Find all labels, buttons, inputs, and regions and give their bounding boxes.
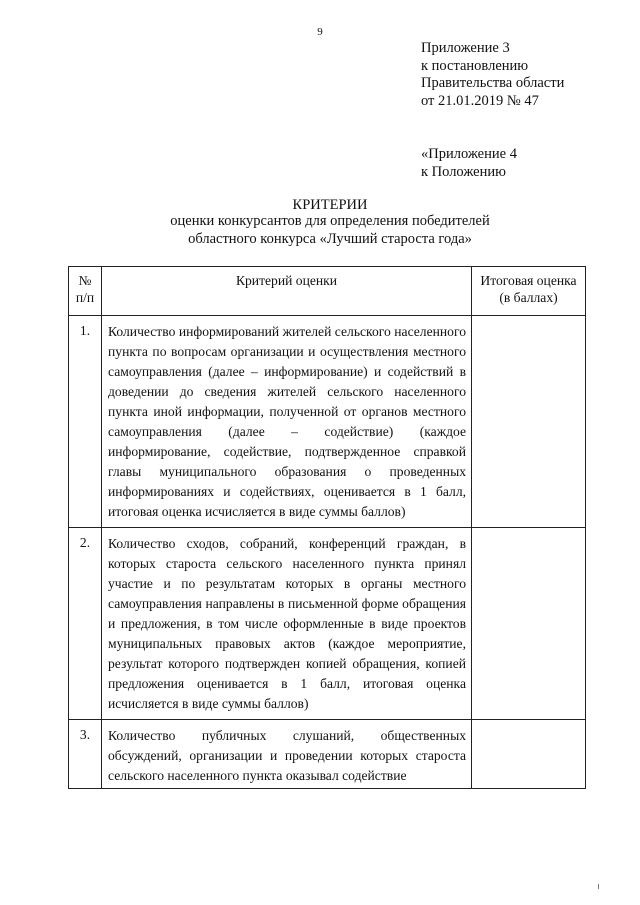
document-subtitle [0,213,640,248]
table-row [69,316,586,528]
scan-artifact-mark [598,884,599,889]
header-criterion-label: Критерий оценки [235,273,338,288]
header-score-line: Итоговая оценка [480,273,577,288]
criterion-text: Количество информирований жителей сельского населенного пункта по вопросам организации и осуществления местного самоуправления (далее – информирование) и содействий в доведении до сведения жителей сельского населенного пункта иной информации, полученной от органов местного самоуправления (далее – содействие) (каждое информирование, содействие, подтвержденное справкой главы муниципального образования о проведенных информированиях и содействиях, оценивается в 1 балл, итоговая оценка исчисляется в виде суммы баллов) [108,324,466,519]
document-title: КРИТЕРИИ [292,197,368,213]
criterion-cell [102,316,472,528]
table-row [69,528,586,720]
criterion-text: Количество публичных слушаний, общественных обсуждений, организации и проведении которых староста сельского населенного пункта оказывал содействие [108,728,466,783]
appendix-header-line: к постановлению [421,57,529,74]
row-number: 1. [79,323,91,338]
appendix-header [421,40,564,110]
criterion-cell [102,528,472,720]
score-cell [472,316,586,528]
header-num-line: п/п [75,290,95,305]
row-number-cell [69,528,102,720]
table-row [69,720,586,789]
appendix-header-line: Приложение 3 [421,40,510,56]
header-score-line: (в баллах) [499,290,558,305]
score-cell [472,720,586,789]
header-score [472,267,586,316]
row-number-cell [69,316,102,528]
appendix-header-line: Правительства области [421,75,565,91]
document-subtitle-line: областного конкурса «Лучший староста года» [188,230,472,247]
score-cell [472,528,586,720]
criterion-text: Количество сходов, собраний, конференций граждан, в которых староста сельского населенного пункта принял участие и по результатам которых в органы местного самоуправления направлены в письменной форме обращения и предложения, в том числе оформленные в виде проектов муниципальных правовых актов (каждое мероприятие, результат которого подтвержден копией обращения, копией предложения оценивается в 1 балл, итоговая оценка исчисляется в виде суммы баллов) [108,536,466,711]
row-number: 2. [79,535,91,550]
header-num [69,267,102,316]
appendix-reference-line: к Положению [421,163,506,180]
row-number: 3. [79,727,91,742]
page-number: 9 [317,26,323,38]
appendix-reference [421,146,517,181]
appendix-header-line: от 21.01.2019 № 47 [421,92,539,109]
header-criterion [102,267,472,316]
criteria-table [68,266,586,789]
document-subtitle-line: оценки конкурсантов для определения победителей [170,213,490,229]
header-num-line: № [78,273,92,288]
row-number-cell [69,720,102,789]
table-header-row [69,267,586,316]
criterion-cell [102,720,472,789]
appendix-reference-line: «Приложение 4 [421,146,517,162]
